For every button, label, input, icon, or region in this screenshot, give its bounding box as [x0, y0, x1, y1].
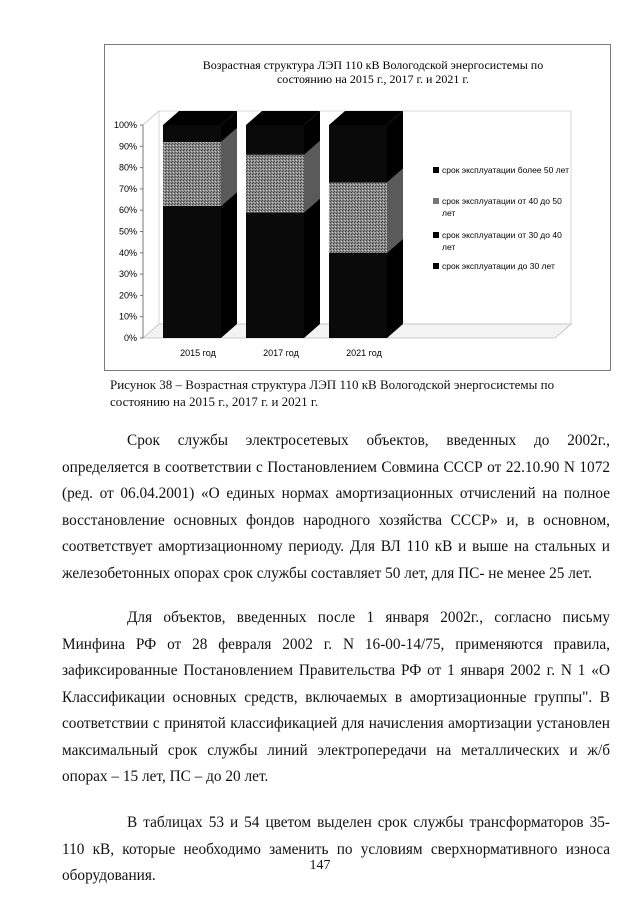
x-tick-label: 2021 год	[346, 348, 382, 358]
bar-segment	[163, 206, 221, 338]
legend-swatch	[433, 167, 439, 173]
y-tick-label: 90%	[118, 141, 137, 152]
legend-entry-0: срок эксплуатации до 30 лет	[442, 261, 555, 271]
paragraph-2-text: Для объектов, введенных после 1 января 2002г., согласно письму Минфина РФ от 28 февраля 2002 г. N 16-00-14/75, применяются правила, зафиксированные Постановлением Правительства РФ от 1 января 2002 г. N 1 «О Классификации основных средств, включаемых в амортизационные группы". В соответствии с принятой классификацией для начисления амортизации установлен максимальный срок службы линий электропередачи на металлических и ж/б опорах – 15 лет, ПС – до 20 лет.	[62, 609, 610, 785]
x-tick-label: 2015 год	[180, 348, 216, 358]
bar-side	[387, 239, 403, 338]
chart-title-line: состоянию на 2015 г., 2017 г. и 2021 г.	[276, 72, 470, 86]
paragraph-3-text: В таблицах 53 и 54 цветом выделен срок службы трансформаторов 35-110 кВ, которые необходимо заменить по условиям сверхнормативного износа оборудования.	[62, 814, 610, 884]
bar-segment	[246, 125, 304, 155]
paragraph-1-text: Срок службы электросетевых объектов, введенных до 2002г., определяется в соответствии с Постановлением Совмина СССР от 22.10.90 N 1072 (ред. от 06.04.2001) «О единых нормах амортизационных отчислений на полное восстановление основных фондов народного хозяйства СССР» и, в основном, соответствует амортизационному периоду. Для ВЛ 110 кВ и выше на стальных и железобетонных опорах срок службы составляет 50 лет, для ПС- не менее 25 лет.	[62, 432, 610, 582]
y-tick-label: 70%	[118, 183, 137, 194]
bar-segment	[246, 212, 304, 338]
legend-swatch	[433, 232, 439, 238]
paragraph-after-2002	[62, 605, 610, 791]
y-tick-label: 30%	[118, 269, 137, 280]
bar-segment	[329, 125, 387, 183]
bar-side	[387, 169, 403, 253]
legend-swatch	[433, 263, 439, 269]
bar-side	[304, 198, 320, 338]
y-tick-label: 40%	[118, 247, 137, 258]
figure-caption: Рисунок 38 – Возрастная структура ЛЭП 110 кВ Вологодской энергосистемы по состоянию на 2015 г., 2017 г. и 2021 г.	[110, 377, 555, 409]
legend-entry-2: срок эксплуатации от 40 до 50	[442, 196, 562, 206]
bar-segment	[163, 142, 221, 206]
paragraph-service-life	[62, 428, 610, 587]
y-tick-label: 60%	[118, 205, 137, 216]
paragraph-tables	[62, 810, 610, 890]
age-structure-chart	[105, 45, 610, 370]
bar-segment	[329, 253, 387, 338]
bar-segment	[329, 183, 387, 253]
y-tick-label: 80%	[118, 162, 137, 173]
legend-entry-2: лет	[442, 208, 456, 218]
legend-entry-1: лет	[442, 242, 456, 252]
bar-side	[221, 192, 237, 338]
y-tick-label: 10%	[118, 311, 137, 322]
y-tick-label: 20%	[118, 290, 137, 301]
chart-title-line: Возрастная структура ЛЭП 110 кВ Вологодской энергосистемы по	[202, 58, 544, 72]
y-tick-label: 0%	[123, 333, 137, 343]
legend-entry-1: срок эксплуатации от 30 до 40	[442, 230, 562, 240]
y-tick-label: 100%	[113, 120, 137, 130]
legend-swatch	[433, 198, 439, 204]
bar-segment	[163, 125, 221, 142]
y-axis-depth-line	[143, 111, 159, 125]
x-tick-label: 2017 год	[263, 348, 299, 358]
legend-entry-3: срок эксплуатации более 50 лет	[442, 165, 569, 175]
chart-frame	[104, 44, 611, 371]
page-number: 147	[309, 858, 331, 873]
y-tick-label: 50%	[118, 226, 137, 237]
bar-segment	[246, 155, 304, 213]
